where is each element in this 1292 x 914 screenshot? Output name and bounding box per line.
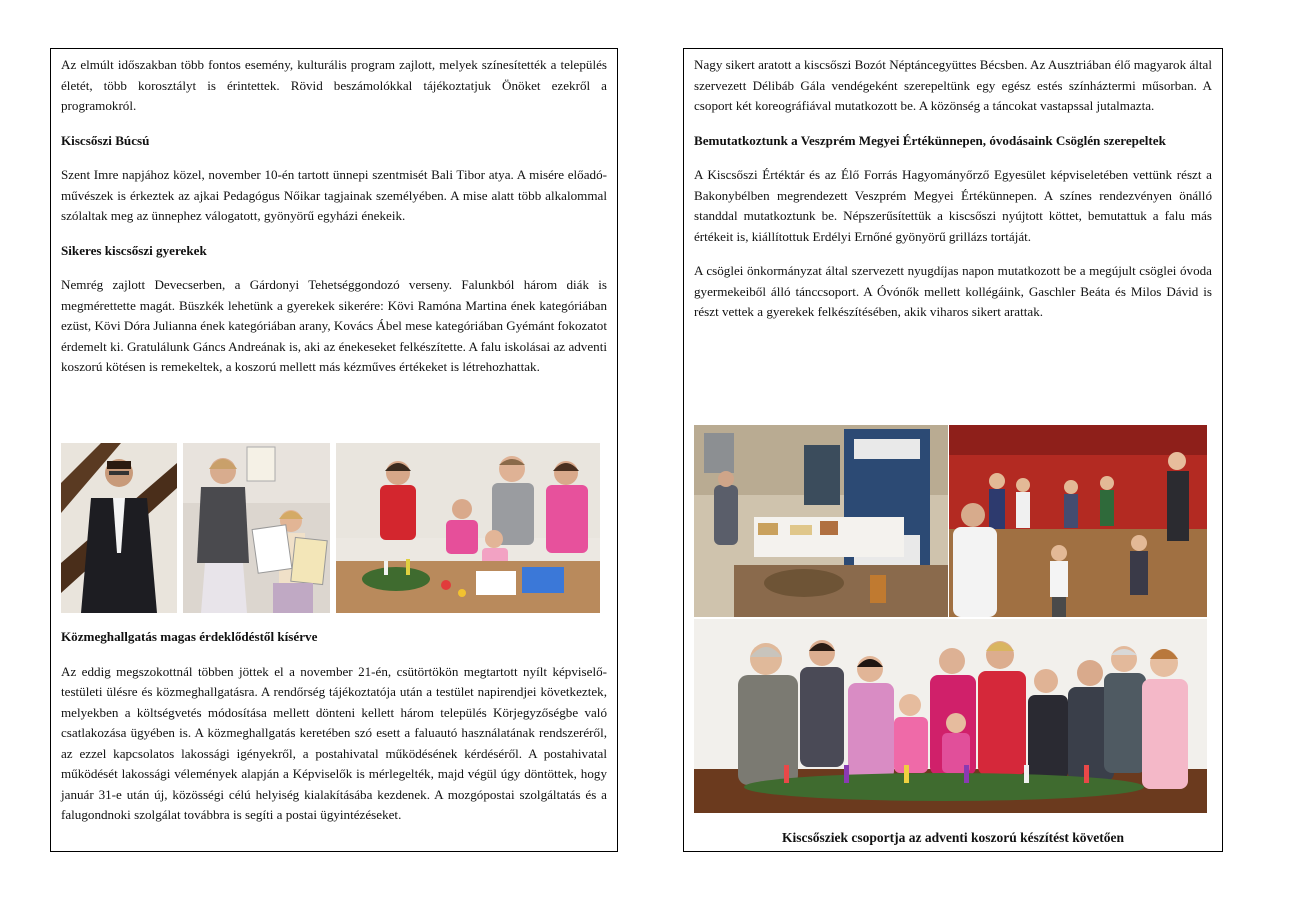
- photo-girls-certificates: [183, 443, 330, 613]
- left-page-text: [61, 55, 607, 378]
- right-page-text: [694, 55, 1212, 323]
- photo-caption: Kiscsősziek csoportja az adventi koszorú készítést követően: [782, 830, 1124, 845]
- photo-boy: [61, 443, 177, 613]
- section-text-bozot: Nagy sikert aratott a kiscsőszi Bozót Néptáncegyüttes Bécsben. Az Ausztriában élő magyarok által szervezett Délibáb Gála vendégeként szerepeltünk egy egész estés színháztermi műsorban. A csoport két koreográfiával mutatkozott be. A közönség a táncokat vastapssal jutalmazta.: [694, 57, 1212, 113]
- photo-kindergarten-dance: [949, 425, 1207, 617]
- section-title-gyerekek: Sikeres kiscsőszi gyerekek: [61, 242, 207, 258]
- section-text-bucsu: Szent Imre napjához közel, november 10-én tartott ünnepi szentmisét Bali Tibor atya. A misére előadó-művészek is érkeztek az ajkai Pedagógus Nőikar tagjainak személyében. A mise alatt több alkalommal szólaltak meg az ünnephez válogatott, gyönyörű egyházi énekeik.: [61, 167, 607, 223]
- photo-exhibition-stand: [694, 425, 948, 617]
- section-title-bucsu: Kiscsőszi Búcsú: [61, 132, 150, 148]
- section-text-kozmeghallgatas: Az eddig megszokottnál többen jöttek el a november 21-én, csütörtökön megtartott nyílt képviselő-testületi ülésre és közmeghallgatásra. A rendőrség tájékoztatója után a testület napirendjei következtek, melyekben a költségvetés módosítása mellett dönteni kellett három település Körjegyzőségbe való csatlakozása ügyében is. A közmeghallgatás keretében szó esett a faluautó használatának rendszeréről, az ezzel kapcsolatos lakossági igényekről, a postahivatal működésének kérdéséről. A postahivatal működését lakossági vélemények alapján a Képviselők is mérlegelték, majd végül úgy döntöttek, hogy január 31-e után új, közösségi célú helyiség kialakításába kezdenek. A mozgópostai szolgáltatás és a falugondnoki szolgálat továbbra is segíti a postai ügyintézéseket.: [61, 663, 607, 822]
- section-title-ertekunnep: Bemutatkoztunk a Veszprém Megyei Értékünnepen, óvodásaink Csöglén szerepeltek: [694, 132, 1166, 148]
- section-text-gyerekek: Nemrég zajlott Devecserben, a Gárdonyi Tehetséggondozó verseny. Falunkból három diák is megmérettette magát. Büszkék lehetünk a gyerekek sikerére: Kövi Ramóna Martina ének kategóriában ezüst, Kövi Dóra Julianna ének kategóriában arany, Kovács Ábel mese kategóriában Gyémánt fokozatot érdemelt ki. Gratulálunk Gáncs Andreának is, aki az énekeseket felkészítette. A falu iskolásai az adventi koszorú kötésen is remekeltek, a koszorú mellett más kézműves értékeket is létrehozhattak.: [61, 277, 607, 374]
- section-text-csogle: A csöglei önkormányzat által szervezett nyugdíjas napon mutatkozott be a megújult csöglei óvoda gyermekeiből álló tánccsoport. A Óvónők mellett kollégáink, Gaschler Beáta és Milos Dávid is részt vettek a gyerekek felkészítésében, akik viharos sikert arattak.: [694, 263, 1212, 319]
- left-page-text-bottom: [61, 627, 607, 826]
- right-page: [683, 48, 1223, 852]
- section-title-kozmeghallgatas: Közmeghallgatás magas érdeklődéstől kísérve: [61, 629, 318, 644]
- intro-paragraph: Az elmúlt időszakban több fontos esemény, kulturális program zajlott, melyek színesítették a település életét, több korosztályt is érintettek. Rövid beszámolókkal tájékoztatjuk Önöket ezekről a programokról.: [61, 57, 607, 113]
- photo-children-wreaths: [336, 443, 600, 613]
- section-text-ertekunnep: A Kiscsőszi Értéktár és az Élő Forrás Hagyományőrző Egyesület képviseletében vettünk részt a Bakonybélben megrendezett Veszprém Megyei Értékünnepen. A színes rendezvényen önálló standdal mutatkoztunk be. Népszerűsítettük a kiscsőszi nyújtott köttet, bemutattuk a falu más értékeit is, kiállítottuk Erdélyi Ernőné gyönyörű grillázs tortáját.: [694, 167, 1212, 244]
- left-page: [50, 48, 618, 852]
- photo-group-advent-wreaths: [694, 619, 1207, 813]
